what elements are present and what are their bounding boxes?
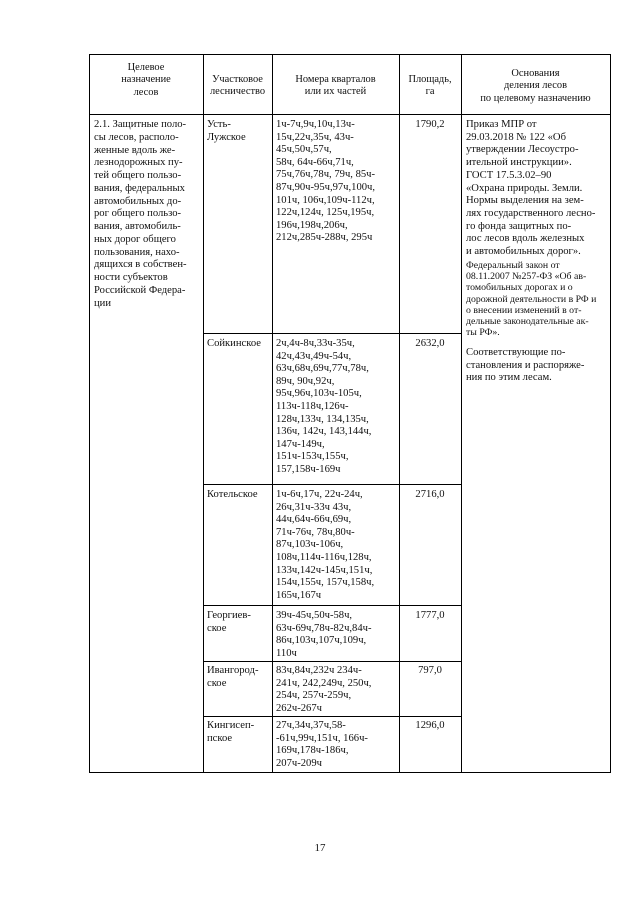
- header-basis: Основания деления лесов по целевому назначению: [480, 68, 591, 104]
- quarter-numbers: 1ч-7ч,9ч,10ч,13ч- 15ч,22ч,35ч, 43ч- 45ч,50ч,57ч, 58ч, 64ч-66ч,71ч, 75ч,76ч,78ч, 79ч, 85ч- 87ч,90ч-95ч,97ч,100ч, 101ч, 106ч,109ч-112ч, 122ч,124ч, 125ч,195ч, 196ч,198ч,206ч, 212ч,285ч-288ч, 295ч: [276, 119, 376, 244]
- header-purpose: Целевое назначение лесов: [121, 62, 171, 98]
- quarter-numbers: 1ч-6ч,17ч, 22ч-24ч, 26ч,31ч-33ч 43ч, 44ч,64ч-66ч,69ч, 71ч-76ч, 78ч,80ч- 87ч,103ч-106ч, 108ч,114ч-116ч,128ч, 133ч,142ч-145ч,151ч, 154ч,155ч, 157ч,158ч, 165ч,167ч: [276, 489, 375, 601]
- area-value: 1790,2: [415, 119, 445, 130]
- area-value: 1777,0: [415, 610, 445, 621]
- basis-text-orders: Приказ МПР от 29.03.2018 № 122 «Об утверждении Лесоустро- ительной инструкции». ГОСТ 17.5.3.02–90 «Охрана природы. Земли. Нормы выделения на зем- лях государственного лесно- го фонда защитных по- лос лесов вдоль железных и автомобильных дорог».: [466, 119, 596, 258]
- district-name: Усть- Лужское: [207, 119, 246, 143]
- column-divider: [272, 54, 273, 773]
- quarter-numbers: 27ч,34ч,37ч,58- -61ч,99ч,151ч, 166ч- 169ч,178ч-186ч, 207ч-209ч: [276, 720, 368, 769]
- column-divider: [461, 54, 462, 773]
- quarter-numbers: 83ч,84ч,232ч 234ч- 241ч, 242,249ч, 250ч, 254ч, 257ч-259ч, 262ч-267ч: [276, 665, 372, 714]
- district-name: Котельское: [207, 489, 258, 500]
- row-separator: [203, 716, 461, 717]
- header-quarters: Номера кварталов или их частей: [295, 74, 376, 98]
- area-value: 1296,0: [415, 720, 445, 731]
- district-name: Георгиев- ское: [207, 610, 251, 634]
- quarter-numbers: 2ч,4ч-8ч,33ч-35ч, 42ч,43ч,49ч-54ч, 63ч,68ч,69ч,77ч,78ч, 89ч, 90ч,92ч, 95ч,96ч,103ч-105ч, 113ч-118ч,126ч- 128ч,133ч, 134,135ч, 136ч, 142ч, 143,144ч, 147ч-149ч, 151ч-153ч,155ч, 157,158ч-169ч: [276, 338, 372, 475]
- row-separator: [203, 333, 461, 334]
- purpose-description: 2.1. Защитные поло- сы лесов, располо- женные вдоль же- лезнодорожных пу- тей общего пользо- вания, федеральных автомобильных до- рог общего пользо- вания, автомобиль- ных дорог общего пользования, нахо- дящихся в собствен- ности субъектов Российской Федера- ции: [94, 119, 187, 309]
- area-value: 2716,0: [415, 489, 445, 500]
- table-left-border: [89, 54, 90, 773]
- table-top-border: [89, 54, 610, 55]
- header-bottom-border: [89, 114, 610, 115]
- column-divider: [203, 54, 204, 773]
- table-bottom-border: [89, 772, 610, 773]
- basis-text-resolutions: Соответствующие по- становления и распоряже- ния по этим лесам.: [466, 347, 585, 384]
- area-value: 797,0: [418, 665, 442, 676]
- table-right-border: [610, 54, 611, 773]
- district-name: Ивангород- ское: [207, 665, 259, 689]
- row-separator: [203, 661, 461, 662]
- district-name: Кингисеп- пское: [207, 720, 255, 744]
- page-number: 17: [314, 842, 326, 854]
- row-separator: [203, 605, 461, 606]
- header-area: Площадь, га: [408, 74, 452, 98]
- row-separator: [203, 484, 461, 485]
- header-district: Участковое лесничество: [209, 74, 266, 98]
- quarter-numbers: 39ч-45ч,50ч-58ч, 63ч-69ч,78ч-82ч,84ч- 86ч,103ч,107ч,109ч, 110ч: [276, 610, 372, 659]
- basis-text-federal-law: Федеральный закон от 08.11.2007 №257-ФЗ «Об ав- томобильных дорогах и о дорожной деятельности в РФ и о внесении изменений в от- дельные законодательные ак- ты РФ».: [466, 260, 597, 339]
- district-name: Сойкинское: [207, 338, 261, 349]
- area-value: 2632,0: [415, 338, 445, 349]
